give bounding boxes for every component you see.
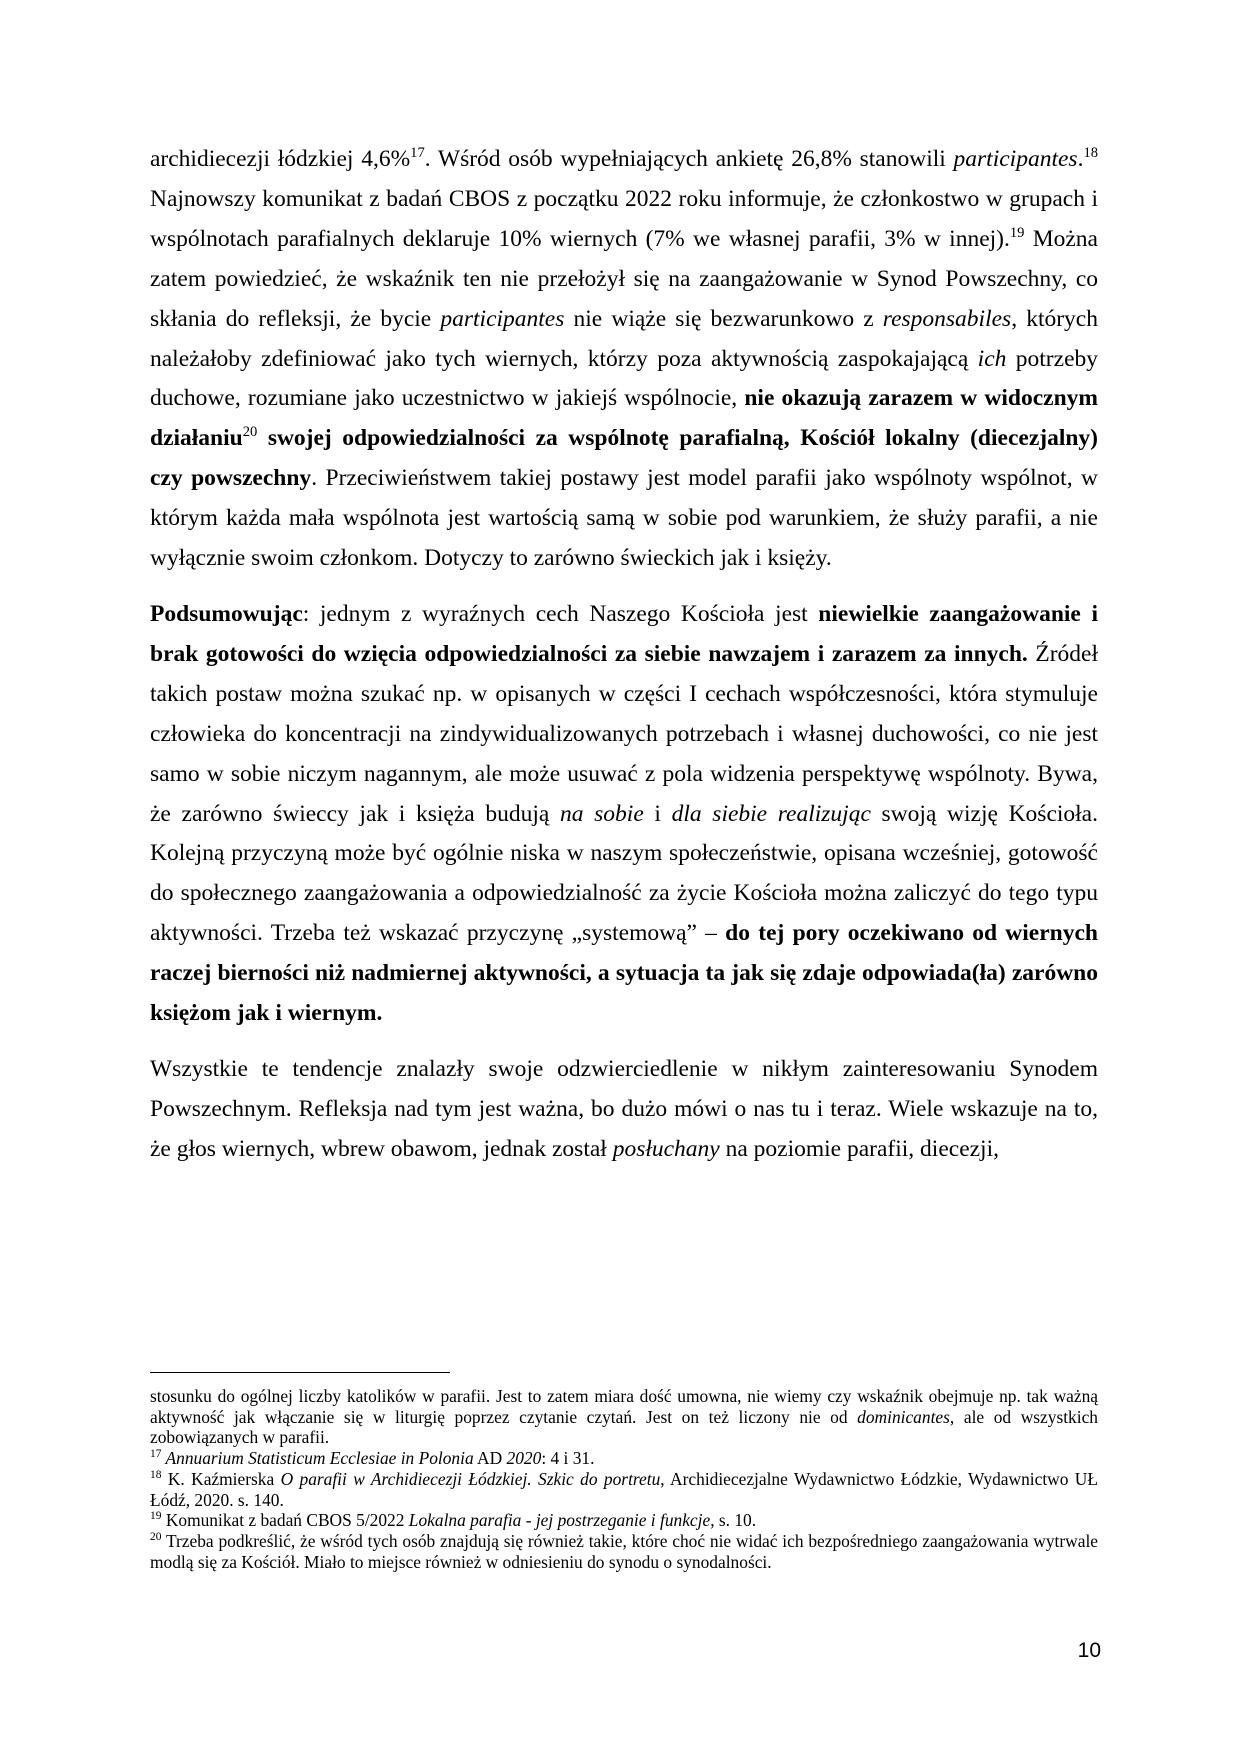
text-run: swoją wizję Kościoła. Kolejną przyczyną może być ogólnie niska w naszym społeczeństwie, opisana wcześniej, gotowość do społecznego zaangażowania a odpowiedzialność za życie Kościoła można zaliczyć do tego typu aktywności. Trzeba też wskazać przyczynę „systemową” – [150,800,1098,947]
footnote-ref-19[interactable]: 19 [1009,224,1025,241]
text-run: , s. 10. [710,1510,757,1531]
italic-term: participantes [953,146,1078,172]
italic-term: participantes [440,305,565,332]
italic-term: 2020 [506,1448,542,1469]
text-run: . Wśród osób wypełniających ankietę 26,8% stanowili [424,146,954,172]
text-run: potrzeby duchowe, rozumiane jako uczestnictwo w jakiejś wspólnocie, [150,345,1098,412]
footnote-number: 19 [150,1510,162,1523]
paragraph-3 [150,1050,1098,1170]
text-run: K. Kaźmierska [161,1468,281,1489]
text-run: Można zatem powiedzieć, że wskaźnik ten nie przełożył się na zaangażowanie w Synod Powszechny, co skłania do refleksji, że bycie [150,225,1098,332]
italic-term: responsabiles [882,305,1012,332]
footnote-18 [150,1469,1098,1510]
text-run: , Archidiecezjalne Wydawnictwo Łódzkie, Wydawnictwo UŁ Łódź, 2020. s. 140. [150,1468,1098,1510]
bold-phrase: nie okazują zarazem w widocznym działaniu [150,385,1098,452]
paragraph-1 [150,140,1098,579]
bold-phrase: swojej odpowiedzialności za wspólnotę parafialną, Kościół lokalny (diecezjalny) czy powszechny [150,425,1098,492]
footnote-number: 17 [150,1448,162,1461]
text-run: stosunku do ogólnej liczby katolików w parafii. Jest to zatem miara dość umowna, nie wiemy czy wskaźnik obejmuje np. tak ważną aktywność jak włączanie się w liturgię poprzez czytanie czytań. Jest on też liczony nie od [150,1386,1098,1427]
italic-term: dominicantes [857,1406,950,1427]
footnote-separator [150,1372,450,1373]
page-number: 10 [1077,1639,1101,1662]
italic-title: Lokalna parafia - jej postrzeganie i funkcje [408,1510,711,1531]
text-run: nie wiąże się bezwarunkowo z [564,305,883,332]
text-run: Trzeba podkreślić, że wśród tych osób znajdują się również takie, które choć nie widać ich bezpośredniego zaangażowania wytrwale modlą się za Kościół. Miało to miejsce również w odniesieniu do synodu o synodalności. [150,1530,1098,1572]
text-run: na poziomie parafii, diecezji, [719,1135,999,1162]
footnote-19 [150,1510,1098,1531]
footnote-20 [150,1531,1098,1572]
bold-phrase: Podsumowując [150,600,303,627]
text-run: . Przeciwieństwem takiej postawy jest model parafii jako wspólnoty wspólnot, w którym każda mała wspólnota jest wartością samą w sobie pod warunkiem, że służy parafii, a nie wyłącznie swoim członkom. Dotyczy to zarówno świeckich jak i księży. [150,465,1098,572]
footnote-ref-20[interactable]: 20 [242,424,258,441]
italic-term: na sobie [559,800,644,827]
footnotes [150,1386,1098,1572]
footnote-ref-18[interactable]: 18 [1083,145,1098,162]
italic-term: posłuchany [612,1135,720,1162]
text-run: i [643,800,672,827]
text-run: Komunikat z badań CBOS 5/2022 [161,1510,409,1531]
italic-term: dla siebie realizując [671,800,871,827]
italic-term: ich [977,345,1007,372]
footnote-ref-17[interactable]: 17 [410,145,425,162]
footnote-number: 18 [150,1469,162,1482]
text-run: . [1077,146,1084,172]
paragraph-2 [150,595,1098,1034]
text-run: Najnowszy komunikat z badań CBOS z początku 2022 roku informuje, że członkostwo w grupach i wspólnotach parafialnych deklaruje 10% wiernych (7% we własnej parafii, 3% w innej). [150,185,1098,252]
text-run: Wszystkie te tendencje znalazły swoje odzwierciedlenie w nikłym zainteresowaniu Synodem Powszechnym. Refleksja nad tym jest ważna, bo dużo mówi o nas tu i teraz. Wiele wskazuje na to, że głos wiernych, wbrew obawom, jednak został [150,1055,1098,1162]
text-run: : 4 i 31. [541,1448,595,1469]
text-run: , ale od wszystkich zobowiązanych w parafii. [150,1406,1098,1448]
italic-title: Annuarium Statisticum Ecclesiae in Polonia [161,1448,474,1469]
document-body [150,140,1098,1170]
footnote-number: 20 [150,1531,162,1544]
text-run: : jednym z wyraźnych cech Naszego Kościoła jest [302,600,819,627]
footnote-continuation [150,1386,1098,1448]
bold-phrase: niewielkie zaangażowanie i brak gotowości do wzięcia odpowiedzialności za siebie nawzajem i zarazem za innych. [150,600,1098,667]
text-run: AD [473,1448,507,1469]
bold-phrase: do tej pory oczekiwano od wiernych raczej bierności niż nadmiernej aktywności, a sytuacja ta jak się zdaje odpowiada(ła) zarówno księżom jak i wiernym. [150,920,1098,1027]
italic-title: O parafii w Archidiecezji Łódzkiej. Szkic do portretu [280,1468,661,1489]
text-run: , których należałoby zdefiniować jako tych wiernych, którzy poza aktywnością zaspokajającą [150,305,1098,372]
footnote-17 [150,1448,1098,1469]
text-run: Źródeł takich postaw można szukać np. w opisanych w części I cechach współczesności, która stymuluje człowieka do koncentracji na zindywidualizowanych potrzebach i własnej duchowości, co nie jest samo w sobie niczym nagannym, ale może usuwać z pola widzenia perspektywę wspólnoty. Bywa, że zarówno świeccy jak i księża budują [150,640,1098,827]
text-run: archidiecezji łódzkiej 4,6% [150,146,411,172]
